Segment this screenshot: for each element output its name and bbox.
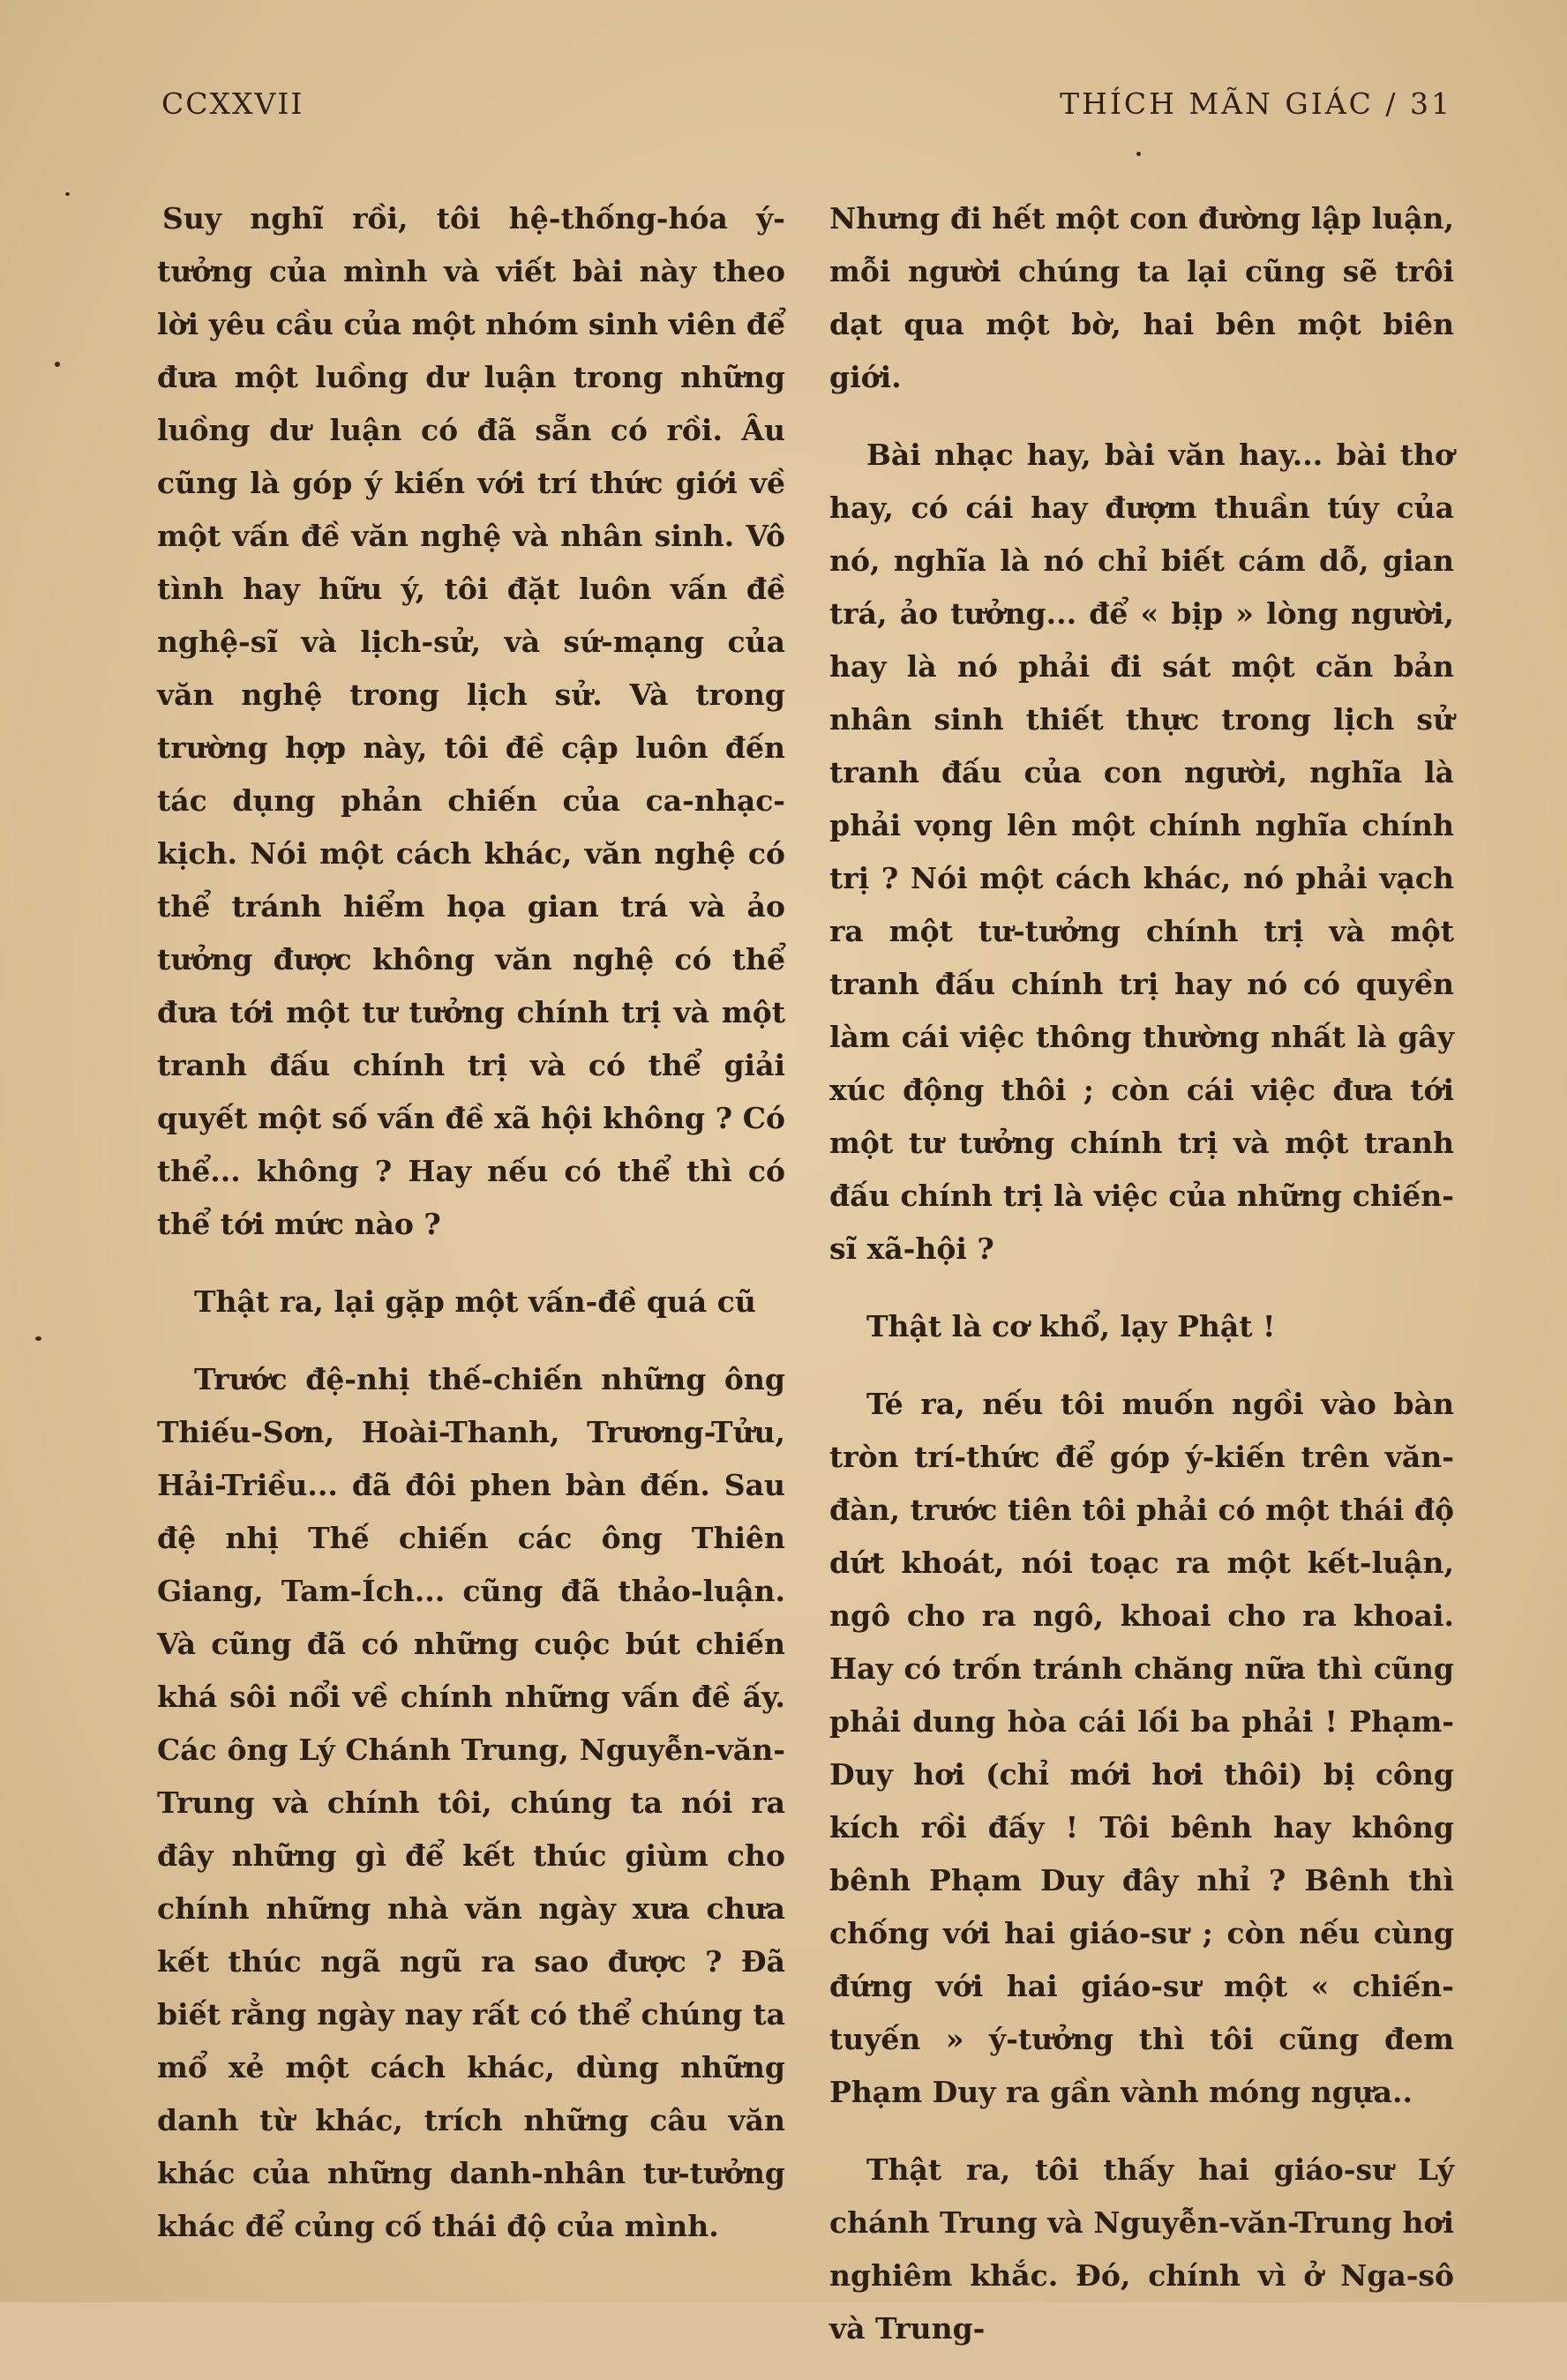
running-header [161,86,1452,131]
author-page-number: THÍCH MÃN GIÁC / 31 [1060,86,1452,121]
paragraph: Thật là cơ khổ, lạy Phật ! [866,1309,1276,1343]
paragraph: Suy nghĩ rồi, tôi hệ-thống-hóa ý-tưởng của mình và viết bài này theo lời yêu cầu của một nhóm sinh viên để đưa một luồng dư luận trong những luồng dư luận có đã sẵn có rồi. Âu cũng là góp ý kiến với trí thức giới về một vấn đề văn nghệ và nhân sinh. Vô tình hay hữu ý, tôi đặt luôn vấn đề nghệ-sĩ và lịch-sử, và sứ-mạng của văn nghệ trong lịch sử. Và trong trường hợp này, tôi đề cập luôn đến tác dụng phản chiến của ca-nhạc-kịch. Nói một cách khác, văn nghệ có thể tránh hiểm họa gian trá và ảo tưởng được không văn nghệ có thể đưa tới một tư tưởng chính trị và một tranh đấu chính trị và có thể giải quyết một số vấn đề xã hội không ? Có thể... không ? Hay nếu có thể thì có thể tới mức nào ? [157,201,785,1241]
left-column [157,192,785,2278]
paragraph: Trước đệ-nhị thế-chiến những ông Thiếu-Sơn, Hoài-Thanh, Trương-Tửu, Hải-Triều... đã đôi phen bàn đến. Sau đệ nhị Thế chiến các ông Thiên Giang, Tam-Ích... cũng đã thảo-luận. Và cũng đã có những cuộc bút chiến khá sôi nổi về chính những vấn đề ấy. Các ông Lý Chánh Trung, Nguyễn-văn-Trung và chính tôi, chúng ta nói ra đây những gì để kết thúc giùm cho chính những nhà văn ngày xưa chưa kết thúc ngã ngũ ra sao được ? Đã biết rằng ngày nay rất có thể chúng ta mổ xẻ một cách khác, dùng những danh từ khác, trích những câu văn khác của những danh-nhân tư-tưởng khác để củng cố thái độ của mình. [157,1362,785,2243]
paper-speck [1136,152,1141,156]
paragraph: Thật ra, lại gặp một vấn-đề quá cũ [194,1284,756,1319]
paragraph: Nhưng đi hết một con đường lập luận, mỗi người chúng ta lại cũng sẽ trôi dạt qua một bờ, hai bên một biên giới. [829,201,1454,394]
chapter-number: CCXXVII [161,86,304,121]
right-column [829,192,1454,2380]
paper-speck [65,192,70,196]
paragraph: Té ra, nếu tôi muốn ngồi vào bàn tròn trí-thức để góp ý-kiến trên văn-đàn, trước tiên tôi phải có một thái độ dứt khoát, nói toạc ra một kết-luận, ngô cho ra ngô, khoai cho ra khoai. Hay có trốn tránh chăng nữa thì cũng phải dung hòa cái lối ba phải ! Phạm-Duy hơi (chỉ mới hơi thôi) bị công kích rồi đấy ! Tôi bênh hay không bênh Phạm Duy đây nhỉ ? Bênh thì chống với hai giáo-sư ; còn nếu cùng đứng với hai giáo-sư một « chiến-tuyến » ý-tưởng thì tôi cũng đem Phạm Duy ra gần vành móng ngựa.. [829,1387,1454,2109]
paragraph: Thật ra, tôi thấy hai giáo-sư Lý chánh Trung và Nguyễn-văn-Trung hơi nghiêm khắc. Đó, chính vì ở Nga-sô và Trung- [829,2152,1454,2346]
paper-speck [55,362,60,367]
paragraph: Bài nhạc hay, bài văn hay... bài thơ hay, có cái hay đượm thuần túy của nó, nghĩa là nó chỉ biết cám dỗ, gian trá, ảo tưởng... để « bịp » lòng người, hay là nó phải đi sát một căn bản nhân sinh thiết thực trong lịch sử tranh đấu của con người, nghĩa là phải vọng lên một chính nghĩa chính trị ? Nói một cách khác, nó phải vạch ra một tư-tưởng chính trị và một tranh đấu chính trị hay nó có quyền làm cái việc thông thường nhất là gây xúc động thôi ; còn cái việc đưa tới một tư tưởng chính trị và một tranh đấu chính trị là việc của những chiến-sĩ xã-hội ? [829,438,1454,1266]
paper-speck [35,1336,41,1341]
